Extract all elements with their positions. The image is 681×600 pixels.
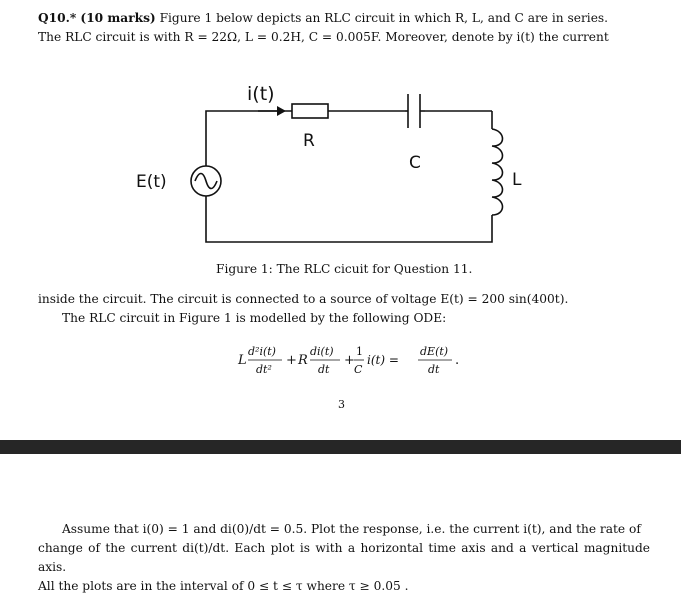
current-arrow-icon <box>258 106 286 116</box>
right-wire <box>206 196 492 242</box>
resistor-label: R <box>303 131 315 151</box>
eq-L: L <box>238 353 247 368</box>
inductor-label: L <box>512 170 522 190</box>
paragraph2-line2: The RLC circuit in Figure 1 is modelled by the following ODE: <box>62 311 447 325</box>
eq-R: R <box>298 353 308 368</box>
question-line2: The RLC circuit is with R = 22Ω, L = 0.2H, C = 0.005F. Moreover, denote by i(t) the current <box>38 30 609 44</box>
page-number: 3 <box>338 398 345 411</box>
page-divider <box>0 440 681 454</box>
eq-dt3: dt <box>428 363 440 376</box>
document-page-bottom <box>0 454 681 600</box>
question-label: Q10.* (10 marks) <box>38 11 156 25</box>
capacitor-label: C <box>409 153 421 173</box>
eq-d2i: d²i(t) <box>248 345 276 358</box>
eq-dE: dE(t) <box>420 345 449 358</box>
top-wire-left <box>206 111 292 166</box>
paragraph3-line3: All the plots are in the interval of 0 ≤ t ≤ τ where τ ≥ 0.05 . <box>38 579 409 593</box>
rlc-circuit-diagram <box>120 84 580 254</box>
inductor-coil <box>492 129 503 215</box>
ode-equation <box>232 340 472 380</box>
eq-i: i(t) = <box>367 353 399 367</box>
eq-plus2: + <box>344 353 355 368</box>
eq-one: 1 <box>356 345 363 358</box>
paragraph3-line1: Assume that i(0) = 1 and di(0)/dt = 0.5. Plot the response, i.e. the current i(t), and the rate of <box>62 522 641 536</box>
paragraph2-line1: inside the circuit. The circuit is connected to a source of voltage E(t) = 200 sin(400t). <box>38 292 569 306</box>
eq-period: . <box>455 353 460 368</box>
resistor-symbol <box>292 104 328 118</box>
eq-di: di(t) <box>310 345 334 358</box>
source-label: E(t) <box>136 172 167 192</box>
paragraph3-line2: change of the current di(t)/dt. Each plot is with a horizontal time axis and a vertical magnitude axis. <box>38 541 650 574</box>
eq-dt: dt <box>318 363 330 376</box>
eq-C: C <box>354 363 363 376</box>
eq-plus1: + <box>286 353 297 368</box>
figure-caption: Figure 1: The RLC cicuit for Question 11. <box>216 262 473 276</box>
paragraph-3 <box>38 520 650 596</box>
eq-dt2: dt² <box>256 363 272 376</box>
current-label: i(t) <box>247 84 275 105</box>
question-line1: Figure 1 below depicts an RLC circuit in which R, L, and C are in series. <box>155 11 609 25</box>
question-header <box>38 9 650 47</box>
paragraph-2 <box>38 290 650 328</box>
